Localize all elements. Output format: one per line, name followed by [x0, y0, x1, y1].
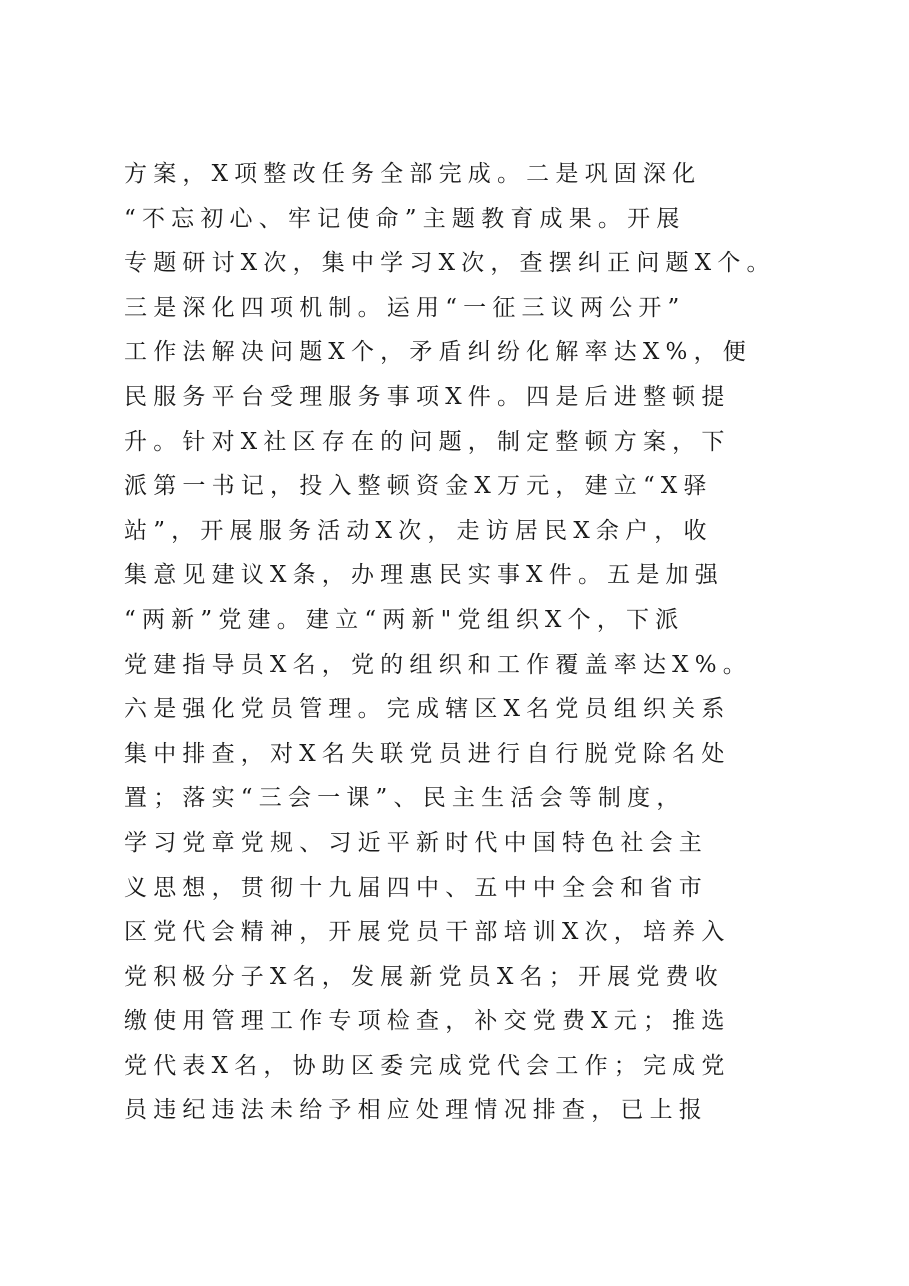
- text-line-2: “不忘初心、牢记使命”主题教育成果。开展: [124, 205, 686, 232]
- text-line-17: 义思想，贯彻十九届四中、五中中全会和省市: [124, 874, 708, 901]
- text-line-11: “两新”党建。建立“两新"党组织X个，下派: [124, 606, 685, 633]
- text-line-19: 党积极分子X名，发展新党员X名；开展党费收: [124, 963, 724, 990]
- text-line-9: 站”，开展服务活动X次，走访居民X余户，收: [124, 517, 713, 544]
- text-line-14: 集中排查，对X名失联党员进行自行脱党除名处: [124, 740, 731, 767]
- text-line-22: 员违纪违法未给予相应处理情况排查，已上报: [124, 1097, 708, 1124]
- text-line-6: 民服务平台受理服务事项X件。四是后进整顿提: [124, 383, 731, 410]
- text-line-12: 党建指导员X名，党的组织和工作覆盖率达X%。: [124, 651, 753, 678]
- text-line-3: 专题研讨X次，集中学习X次，查摆纠正问题X个。: [124, 250, 776, 277]
- text-line-10: 集意见建议X条，办理惠民实事X件。五是加强: [124, 562, 724, 589]
- text-line-8: 派第一书记，投入整顿资金X万元，建立“X驿: [124, 473, 713, 500]
- text-line-7: 升。针对X社区存在的问题，制定整顿方案，下: [124, 428, 731, 455]
- text-line-1: 方案，X项整改任务全部完成。二是巩固深化: [124, 161, 702, 187]
- text-line-13: 六是强化党员管理。完成辖区X名党员组织关系: [124, 696, 731, 723]
- text-line-20: 缴使用管理工作专项检查，补交党费X元；推选: [124, 1008, 731, 1035]
- text-line-18: 区党代会精神，开展党员干部培训X次，培养入: [124, 919, 731, 946]
- text-line-5: 工作法解决问题X个，矛盾纠纷化解率达X%，便: [124, 339, 753, 366]
- text-line-16: 学习党章党规、习近平新时代中国特色社会主: [124, 829, 708, 856]
- text-line-4: 三是深化四项机制。运用“一征三议两公开”: [124, 294, 686, 321]
- text-line-21: 党代表X名，协助区委完成党代会工作；完成党: [124, 1052, 731, 1079]
- text-line-15: 置；落实“三会一课”、民主生活会等制度，: [124, 785, 686, 812]
- body-text: [124, 152, 824, 1133]
